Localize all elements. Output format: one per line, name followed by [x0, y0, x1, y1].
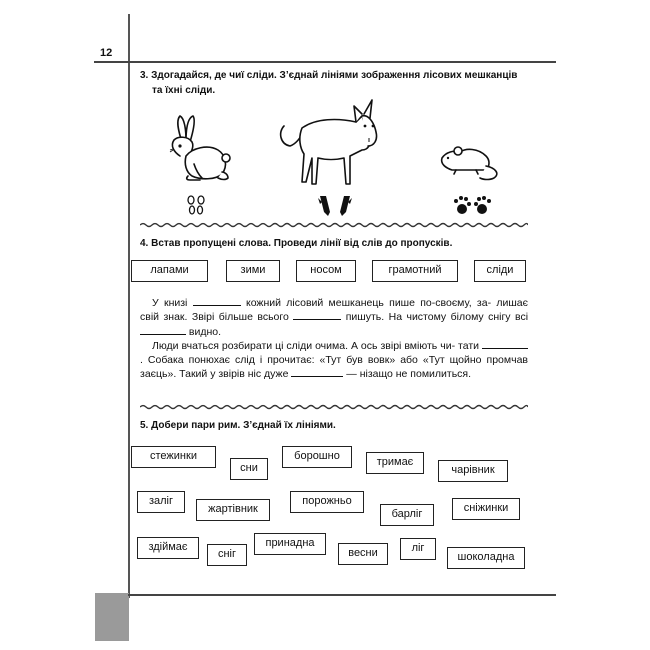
margin-line: [128, 14, 130, 598]
task5-title: 5. Добери пари рим. З’єднай їх лініями.: [140, 420, 336, 431]
task4-title: 4. Встав пропущені слова. Проведи лінії від слів до пропусків.: [140, 238, 453, 249]
mouse-tracks-icon[interactable]: [452, 195, 494, 217]
section-divider-2: [140, 404, 528, 410]
mouse-illustration[interactable]: [438, 142, 504, 184]
blank-1[interactable]: [193, 298, 241, 306]
task3-title-line2: та їхні сліди.: [152, 85, 216, 96]
rhyme-card-snizhynky[interactable]: сніжинки: [452, 498, 520, 520]
wolf-tracks-icon[interactable]: [316, 194, 354, 218]
rhyme-card-zdiimaie[interactable]: здіймає: [137, 537, 199, 559]
rhyme-card-porozhnio[interactable]: порожньо: [290, 491, 364, 513]
rhyme-card-barlih[interactable]: барліг: [380, 504, 434, 526]
rhyme-card-trymaie[interactable]: тримає: [366, 452, 424, 474]
page-number: 12: [100, 47, 113, 59]
task3-title-line1: 3. Здогадайся, де чиї сліди. З’єднай лініями зображення лісових мешканців: [140, 70, 518, 81]
rhyme-card-prynadna[interactable]: принадна: [254, 533, 326, 555]
hare-illustration[interactable]: [156, 112, 234, 184]
section-divider: [140, 222, 528, 228]
task4-paragraph-2: Люди вчаться розбирати ці сліди очима. А ось звірі вміють чи- тати . Собака понюхає слід і прочитає: «Тут був вовк» або «Тут щойно промчав заєць». Такий у звірів ніс дуже — нізащо не помилиться.: [140, 339, 528, 381]
word-card-nosom[interactable]: носом: [296, 260, 356, 282]
hare-tracks-icon[interactable]: [185, 194, 207, 216]
blank-2[interactable]: [293, 312, 341, 320]
rhyme-card-vesny[interactable]: весни: [338, 543, 388, 565]
rhyme-card-stezhynky[interactable]: стежинки: [131, 446, 216, 468]
footer-rule: [128, 594, 556, 596]
page-corner-block: [95, 593, 129, 641]
header-rule: [94, 61, 556, 63]
rhyme-card-snih[interactable]: сніг: [207, 544, 247, 566]
rhyme-card-zalih[interactable]: заліг: [137, 491, 185, 513]
word-card-slidy[interactable]: сліди: [474, 260, 526, 282]
word-card-hramotnyi[interactable]: грамотний: [372, 260, 458, 282]
rhyme-card-boroshno[interactable]: борошно: [282, 446, 352, 468]
rhyme-card-charivnyk[interactable]: чарівник: [438, 460, 508, 482]
word-card-zymy[interactable]: зими: [226, 260, 280, 282]
rhyme-card-lih[interactable]: ліг: [400, 538, 436, 560]
rhyme-card-sny[interactable]: сни: [230, 458, 268, 480]
blank-5[interactable]: [291, 369, 343, 377]
rhyme-card-zhartivnyk[interactable]: жартівник: [196, 499, 270, 521]
task4-text: [140, 296, 528, 382]
rhyme-card-shokoladna[interactable]: шоколадна: [447, 547, 525, 569]
word-card-lapamy[interactable]: лапами: [131, 260, 208, 282]
wolf-illustration[interactable]: [276, 92, 386, 188]
blank-4[interactable]: [482, 341, 528, 349]
task4-paragraph-1: У книзі кожний лісовий мешканець пише по-своєму, за- лишає свій знак. Звірі більше всього пишуть. На чистому білому снігу всі видно.: [140, 297, 529, 338]
blank-3[interactable]: [140, 327, 186, 335]
